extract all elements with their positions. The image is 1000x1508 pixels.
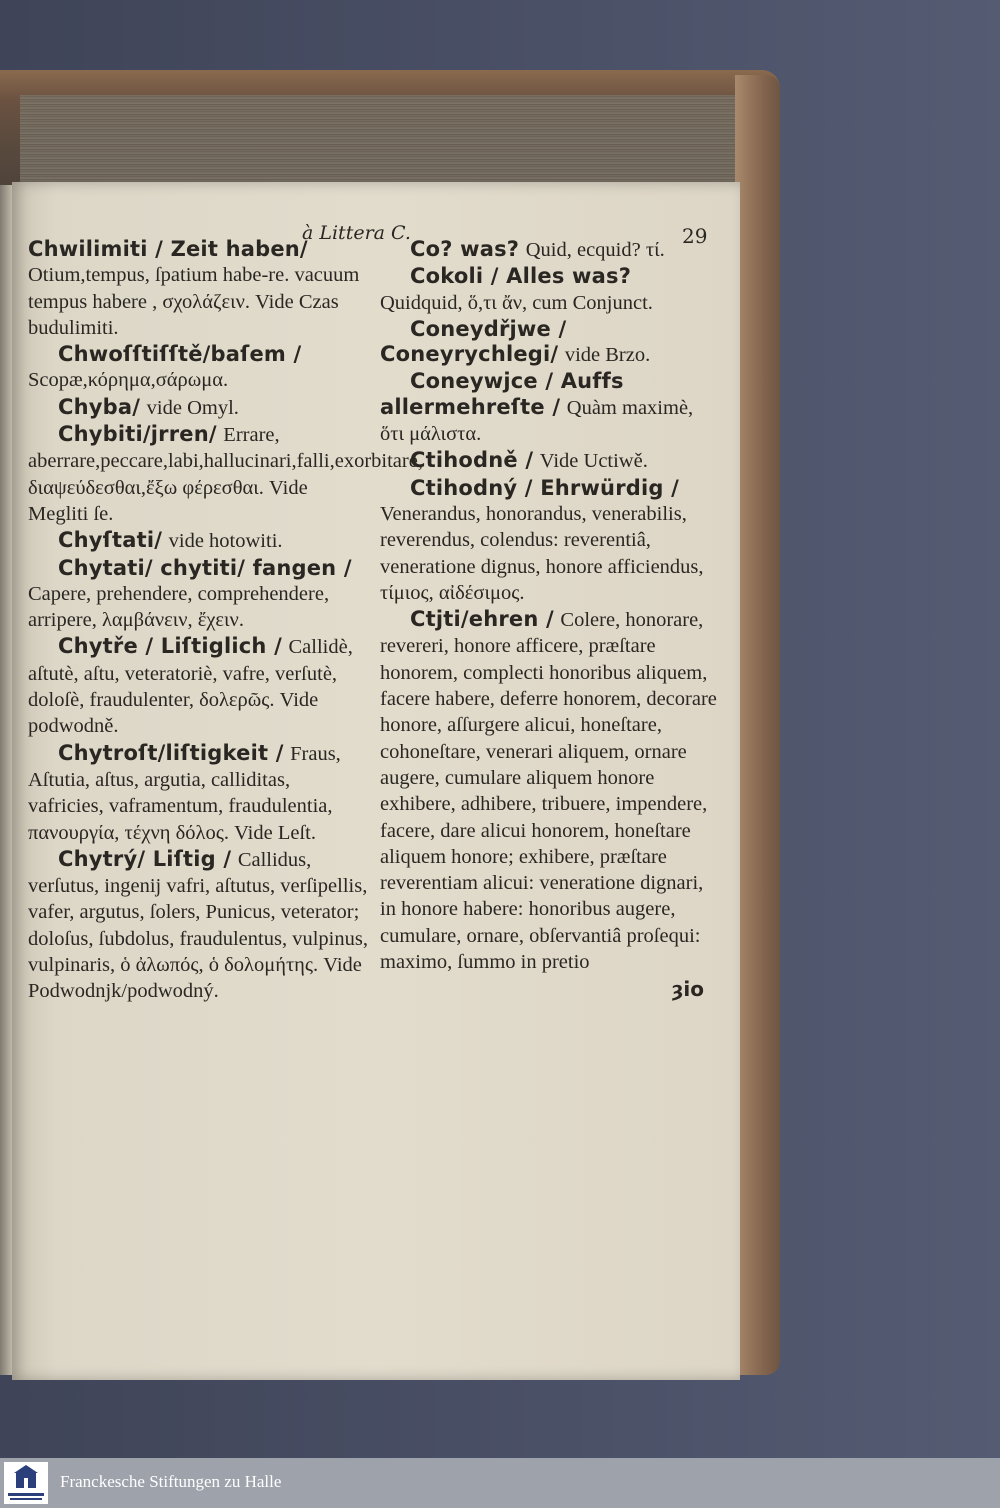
- entry-definition: Vide Uctiwě.: [539, 450, 648, 473]
- entry-definition: Callidus, verſutus, ingenij vafri, aſtutus, verſipellis, vafer, argutus, ſolers, Punicus, veterator; doloſus, ſubdolus, fraudulentus, vulpinus, vulpinaris, ὁ ἀλωπός, ὁ δολομήτης. Vide Podwodnjk/podwodný.: [28, 848, 368, 1003]
- entry-headword: Chwilimiti / Zeit haben/: [28, 237, 308, 261]
- entry-definition: Quidquid, ὅ,τι ἄν, cum Conjunct.: [380, 291, 653, 314]
- entry-definition: Quàm maximè, ὅτι μάλιστα.: [380, 396, 694, 446]
- dictionary-entry: [380, 264, 720, 316]
- entry-headword: Chytroſt/liſtigkeit /: [58, 740, 284, 765]
- dictionary-entry: [28, 634, 368, 739]
- entry-headword: Chytati/ chytiti/ fangen /: [58, 555, 352, 580]
- entry-definition: Colere, honorare, revereri, honore afficere, præſtare honorem, complecti honoribus aliquem, facere habere, deferre honorem, decorare honore, aſſurgere alicui, honeſtare, cohoneſtare, venerari aliquem, ornare augere, cumulare aliquem honore exhibere, adhibere, tribuere, impendere, facere, dare alicui honorem, honeſtare aliquem honore; exhibere, præſtare reverentiam alicui: veneratione dignari, in honore habere: honoribus augere, cumulare, ornare, obſervantiâ proſequi: maximo, ſummo in pretio: [380, 609, 717, 974]
- institution-logo-icon: [4, 1462, 48, 1504]
- entry-headword: Chwoſſtiſſtě/baſem /: [58, 342, 302, 367]
- entry-headword: Chyba/: [58, 394, 141, 419]
- running-header: à Littera C.: [302, 222, 411, 244]
- entry-definition: vide Omyl.: [146, 396, 239, 419]
- dictionary-entry: [28, 741, 368, 846]
- entry-definition: vide Brzo.: [564, 344, 651, 367]
- entry-headword: Coneywjce / Auffs allermehreſte /: [380, 369, 624, 419]
- dictionary-entry: [28, 847, 368, 1005]
- left-column: [28, 237, 423, 1006]
- entry-headword: Co? was?: [410, 237, 520, 261]
- entry-headword: Chytrý/ Liſtig /: [58, 846, 232, 871]
- entry-headword: Chybiti/jrren/: [58, 422, 217, 447]
- dictionary-entry: [380, 369, 720, 447]
- page-number: 29: [682, 224, 708, 248]
- entry-headword: Chytře / Liſtiglich /: [58, 634, 282, 659]
- right-column: [380, 237, 720, 1003]
- dictionary-entry: [28, 395, 368, 421]
- dictionary-entry: [380, 607, 720, 975]
- entry-definition: vide hotowiti.: [168, 530, 283, 553]
- dictionary-entry: [380, 317, 720, 369]
- entry-headword: Cokoli / Alles was?: [410, 264, 632, 289]
- entry-headword: Chyſtati/: [58, 528, 163, 553]
- dictionary-entry: [28, 237, 368, 341]
- book-cover-right: [735, 75, 780, 1375]
- entry-definition: Fraus, Aſtutia, aſtus, argutia, calliditas, vafricies, vaframentum, fraudulentia, πανουργία, τέχνη δόλος. Vide Leſt.: [28, 742, 341, 844]
- institution-label: Franckesche Stiftungen zu Halle: [60, 1472, 282, 1491]
- dictionary-entry: [28, 528, 368, 554]
- catchword: ȝio: [671, 977, 704, 1002]
- entry-definition: Errare, aberrare,peccare,labi,hallucinari,falli,exorbitare, διαψεύδεσθαι,ἔξω φέρεσθαι. Vide Megliti ſe.: [28, 424, 423, 525]
- entry-headword: Ctjti/ehren /: [410, 607, 554, 632]
- dictionary-entry: [28, 422, 423, 527]
- entry-headword: Ctihodně /: [410, 448, 534, 473]
- entry-definition: Venerandus, honorandus, venerabilis, reverendus, colendus: reverentiâ, veneratione dignus, honore afficiendus, τίμιος, αἰδέσιμος.: [380, 502, 704, 604]
- archive-footer: [0, 1458, 1000, 1508]
- entry-headword: Coneydřjwe / Coneyrychlegi/: [380, 316, 567, 367]
- dictionary-entry: [380, 476, 720, 606]
- dictionary-entry: [28, 342, 368, 394]
- dictionary-entry: [380, 237, 720, 263]
- entry-definition: Otium,tempus, ſpatium habe-re. vacuum tempus habere , σχολάζειν. Vide Czas budulimiti.: [28, 264, 360, 339]
- entry-headword: Ctihodný / Ehrwürdig /: [410, 475, 679, 500]
- book-page: [12, 182, 740, 1380]
- entry-definition: Scopæ,κόρημα,σάρωμα.: [28, 369, 229, 392]
- dictionary-entry: [380, 448, 720, 474]
- entry-definition: Capere, prehendere, comprehendere, arripere, λαμβάνειν, ἔχειν.: [28, 582, 330, 632]
- entry-definition: Callidè, aſtutè, aſtu, veteratoriè, vafre, verſutè, doloſè, fraudulenter, δολερῶς. Vide podwodně.: [28, 636, 353, 738]
- page-edges: [20, 95, 765, 185]
- entry-definition: Quid, ecquid? τί.: [525, 239, 665, 261]
- dictionary-entry: [28, 556, 368, 634]
